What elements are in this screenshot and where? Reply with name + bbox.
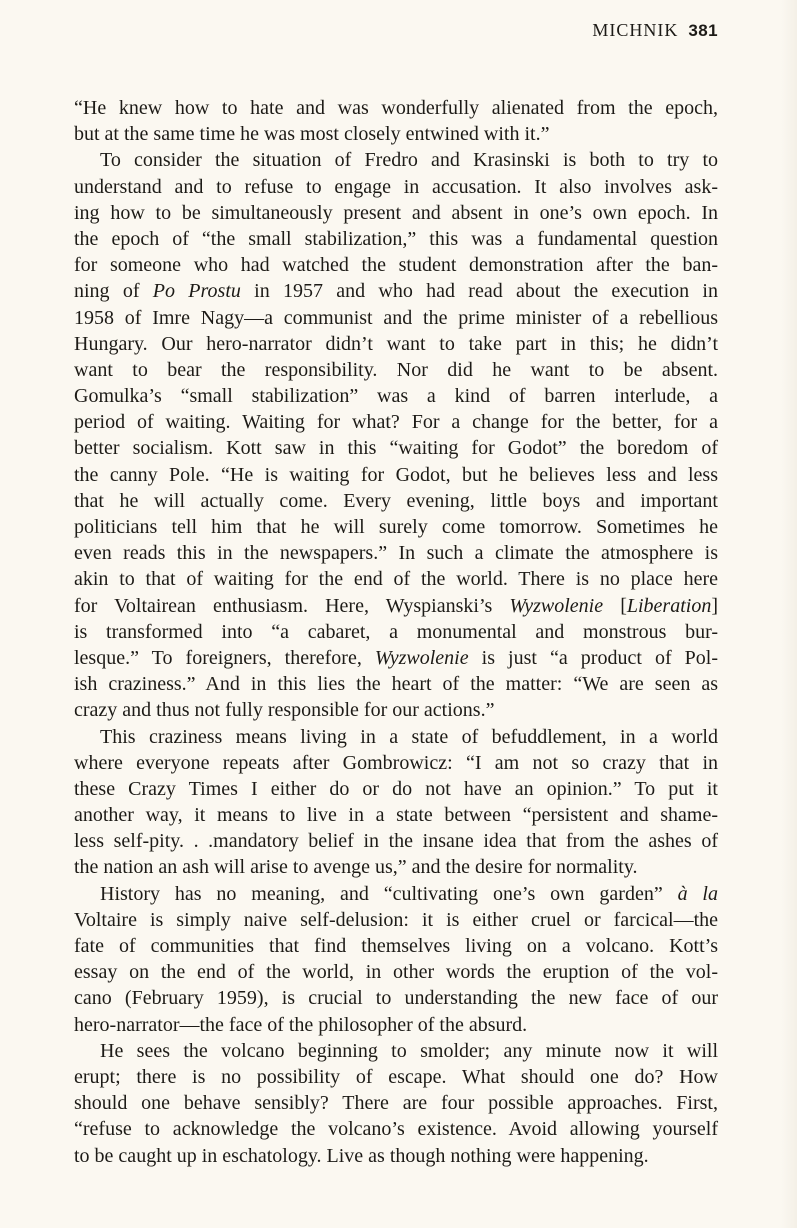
text-segment: should one behave sensibly? There are four possible approaches. First, (74, 1092, 718, 1115)
italic-text-segment: Wyzwolenie (509, 594, 604, 617)
text-segment: “refuse to acknowledge the volcano’s existence. Avoid allowing yourself (74, 1118, 718, 1141)
text-line (74, 802, 718, 828)
text-line (74, 174, 718, 200)
text-line (74, 1038, 718, 1064)
text-segment: This craziness means living in a state of befuddlement, in a world (100, 725, 718, 748)
text-line (74, 724, 718, 750)
text-segment: fate of communities that find themselves living on a volcano. Kott’s (74, 935, 718, 957)
text-line (74, 540, 718, 566)
text-segment: To consider the situation of Fredro and Krasinski is both to try to (100, 149, 718, 172)
text-line (74, 252, 718, 278)
text-segment: is just “a product of Pol- (468, 646, 718, 669)
text-line (74, 959, 718, 985)
text-segment: for someone who had watched the student demonstration after the ban- (74, 254, 718, 277)
text-line (74, 593, 718, 619)
text-segment: essay on the end of the world, in other words the eruption of the vol- (74, 961, 718, 984)
text-segment: ish craziness.” And in this lies the heart of the matter: “We are seen as (74, 673, 718, 696)
text-line (74, 331, 718, 357)
body-text (74, 95, 718, 1169)
italic-text-segment: Po Prostu (152, 280, 241, 303)
italic-text-segment: à la (677, 882, 718, 905)
text-segment: want to bear the responsibility. Nor did he want to be absent. (74, 358, 718, 381)
text-segment: for Voltairean enthusiasm. Here, Wyspianski’s (74, 594, 510, 617)
text-segment: ] (711, 594, 718, 617)
text-segment: these Crazy Times I either do or do not have an opinion.” To put it (74, 777, 718, 800)
text-segment: erupt; there is no possibility of escape. What should one do? How (74, 1065, 718, 1088)
page-edge-shadow (781, 0, 797, 1228)
text-segment: ing how to be simultaneously present and absent in one’s own epoch. In (74, 201, 718, 224)
text-segment: period of waiting. Waiting for what? For a change for the better, for a (74, 411, 718, 434)
text-segment: politicians tell him that he will surely come tomorrow. Sometimes he (74, 516, 718, 538)
text-segment: but at the same time he was most closely entwined with it.” (74, 123, 550, 146)
running-header (74, 18, 718, 43)
text-segment: lesque.” To foreigners, therefore, (74, 646, 375, 669)
text-line (74, 147, 718, 173)
text-line (74, 776, 718, 802)
text-segment: less self-pity. . .mandatory belief in the insane idea that from the ashes of (74, 830, 718, 853)
text-line (74, 1012, 718, 1038)
text-line (74, 933, 718, 959)
text-line (74, 488, 718, 514)
text-segment: the canny Pole. “He is waiting for Godot, but he believes less and less (74, 463, 718, 486)
text-line (74, 566, 718, 592)
text-line (74, 514, 718, 540)
text-segment: the epoch of “the small stabilization,” this was a fundamental question (74, 227, 718, 250)
text-segment: [ (603, 594, 627, 617)
text-line (74, 462, 718, 488)
text-line (74, 200, 718, 226)
text-segment: He sees the volcano beginning to smolder; any minute now it will (100, 1039, 718, 1062)
text-line (74, 881, 718, 907)
text-segment: History has no meaning, and “cultivating one’s own garden” (100, 882, 678, 905)
text-segment: Voltaire is simply naive self-delusion: it is either cruel or farcical—the (74, 908, 718, 931)
text-segment: is transformed into “a cabaret, a monumental and monstrous bur- (74, 620, 718, 643)
text-segment: that he will actually come. Every evening, little boys and important (74, 489, 718, 512)
text-line (74, 697, 718, 723)
text-line (74, 1064, 718, 1090)
text-line (74, 1116, 718, 1142)
text-line (74, 409, 718, 435)
text-line (74, 383, 718, 409)
text-segment: Hungary. Our hero-narrator didn’t want to take part in this; he didn’t (74, 332, 718, 355)
text-segment: ning of (74, 280, 153, 303)
text-line (74, 671, 718, 697)
text-segment: the nation an ash will arise to avenge us,” and the desire for normality. (74, 856, 638, 879)
text-segment: better socialism. Kott saw in this “waiting for Godot” the boredom of (74, 437, 718, 460)
text-segment: in 1957 and who had read about the execution in (240, 280, 718, 303)
text-segment: another way, it means to live in a state between “persistent and shame- (74, 804, 718, 827)
text-segment: even reads this in the newspapers.” In such a climate the atmosphere is (74, 542, 718, 565)
text-line (74, 985, 718, 1011)
text-line (74, 828, 718, 854)
text-line (74, 1143, 718, 1169)
text-segment: to be caught up in eschatology. Live as though nothing were happening. (74, 1144, 649, 1167)
page-number: 381 (688, 21, 718, 40)
text-line (74, 278, 718, 304)
text-segment: akin to that of waiting for the end of the world. There is no place here (74, 568, 718, 591)
text-line (74, 226, 718, 252)
text-segment: hero-narrator—the face of the philosopher of the absurd. (74, 1013, 528, 1036)
text-line (74, 1090, 718, 1116)
italic-text-segment: Liberation (626, 594, 712, 617)
text-segment: crazy and thus not fully responsible for our actions.” (74, 699, 495, 722)
text-line (74, 854, 718, 880)
text-line (74, 435, 718, 461)
text-line (74, 619, 718, 645)
running-head-author: MICHNIK (592, 20, 679, 40)
text-line (74, 907, 718, 933)
italic-text-segment: Wyzwolenie (374, 646, 469, 669)
text-segment: 1958 of Imre Nagy—a communist and the prime minister of a rebellious (74, 306, 718, 329)
text-segment: understand and to refuse to engage in accusation. It also involves ask- (74, 175, 718, 198)
text-line (74, 121, 718, 147)
text-line (74, 95, 718, 121)
text-line (74, 305, 718, 331)
text-segment: where everyone repeats after Gombrowicz: “I am not so crazy that in (74, 751, 718, 774)
text-segment: Gomulka’s “small stabilization” was a kind of barren interlude, a (74, 385, 718, 408)
text-line (74, 357, 718, 383)
text-line (74, 645, 718, 671)
text-line (74, 750, 718, 776)
text-segment: cano (February 1959), is crucial to understanding the new face of our (74, 987, 718, 1010)
text-segment: “He knew how to hate and was wonderfully alienated from the epoch, (74, 97, 718, 119)
